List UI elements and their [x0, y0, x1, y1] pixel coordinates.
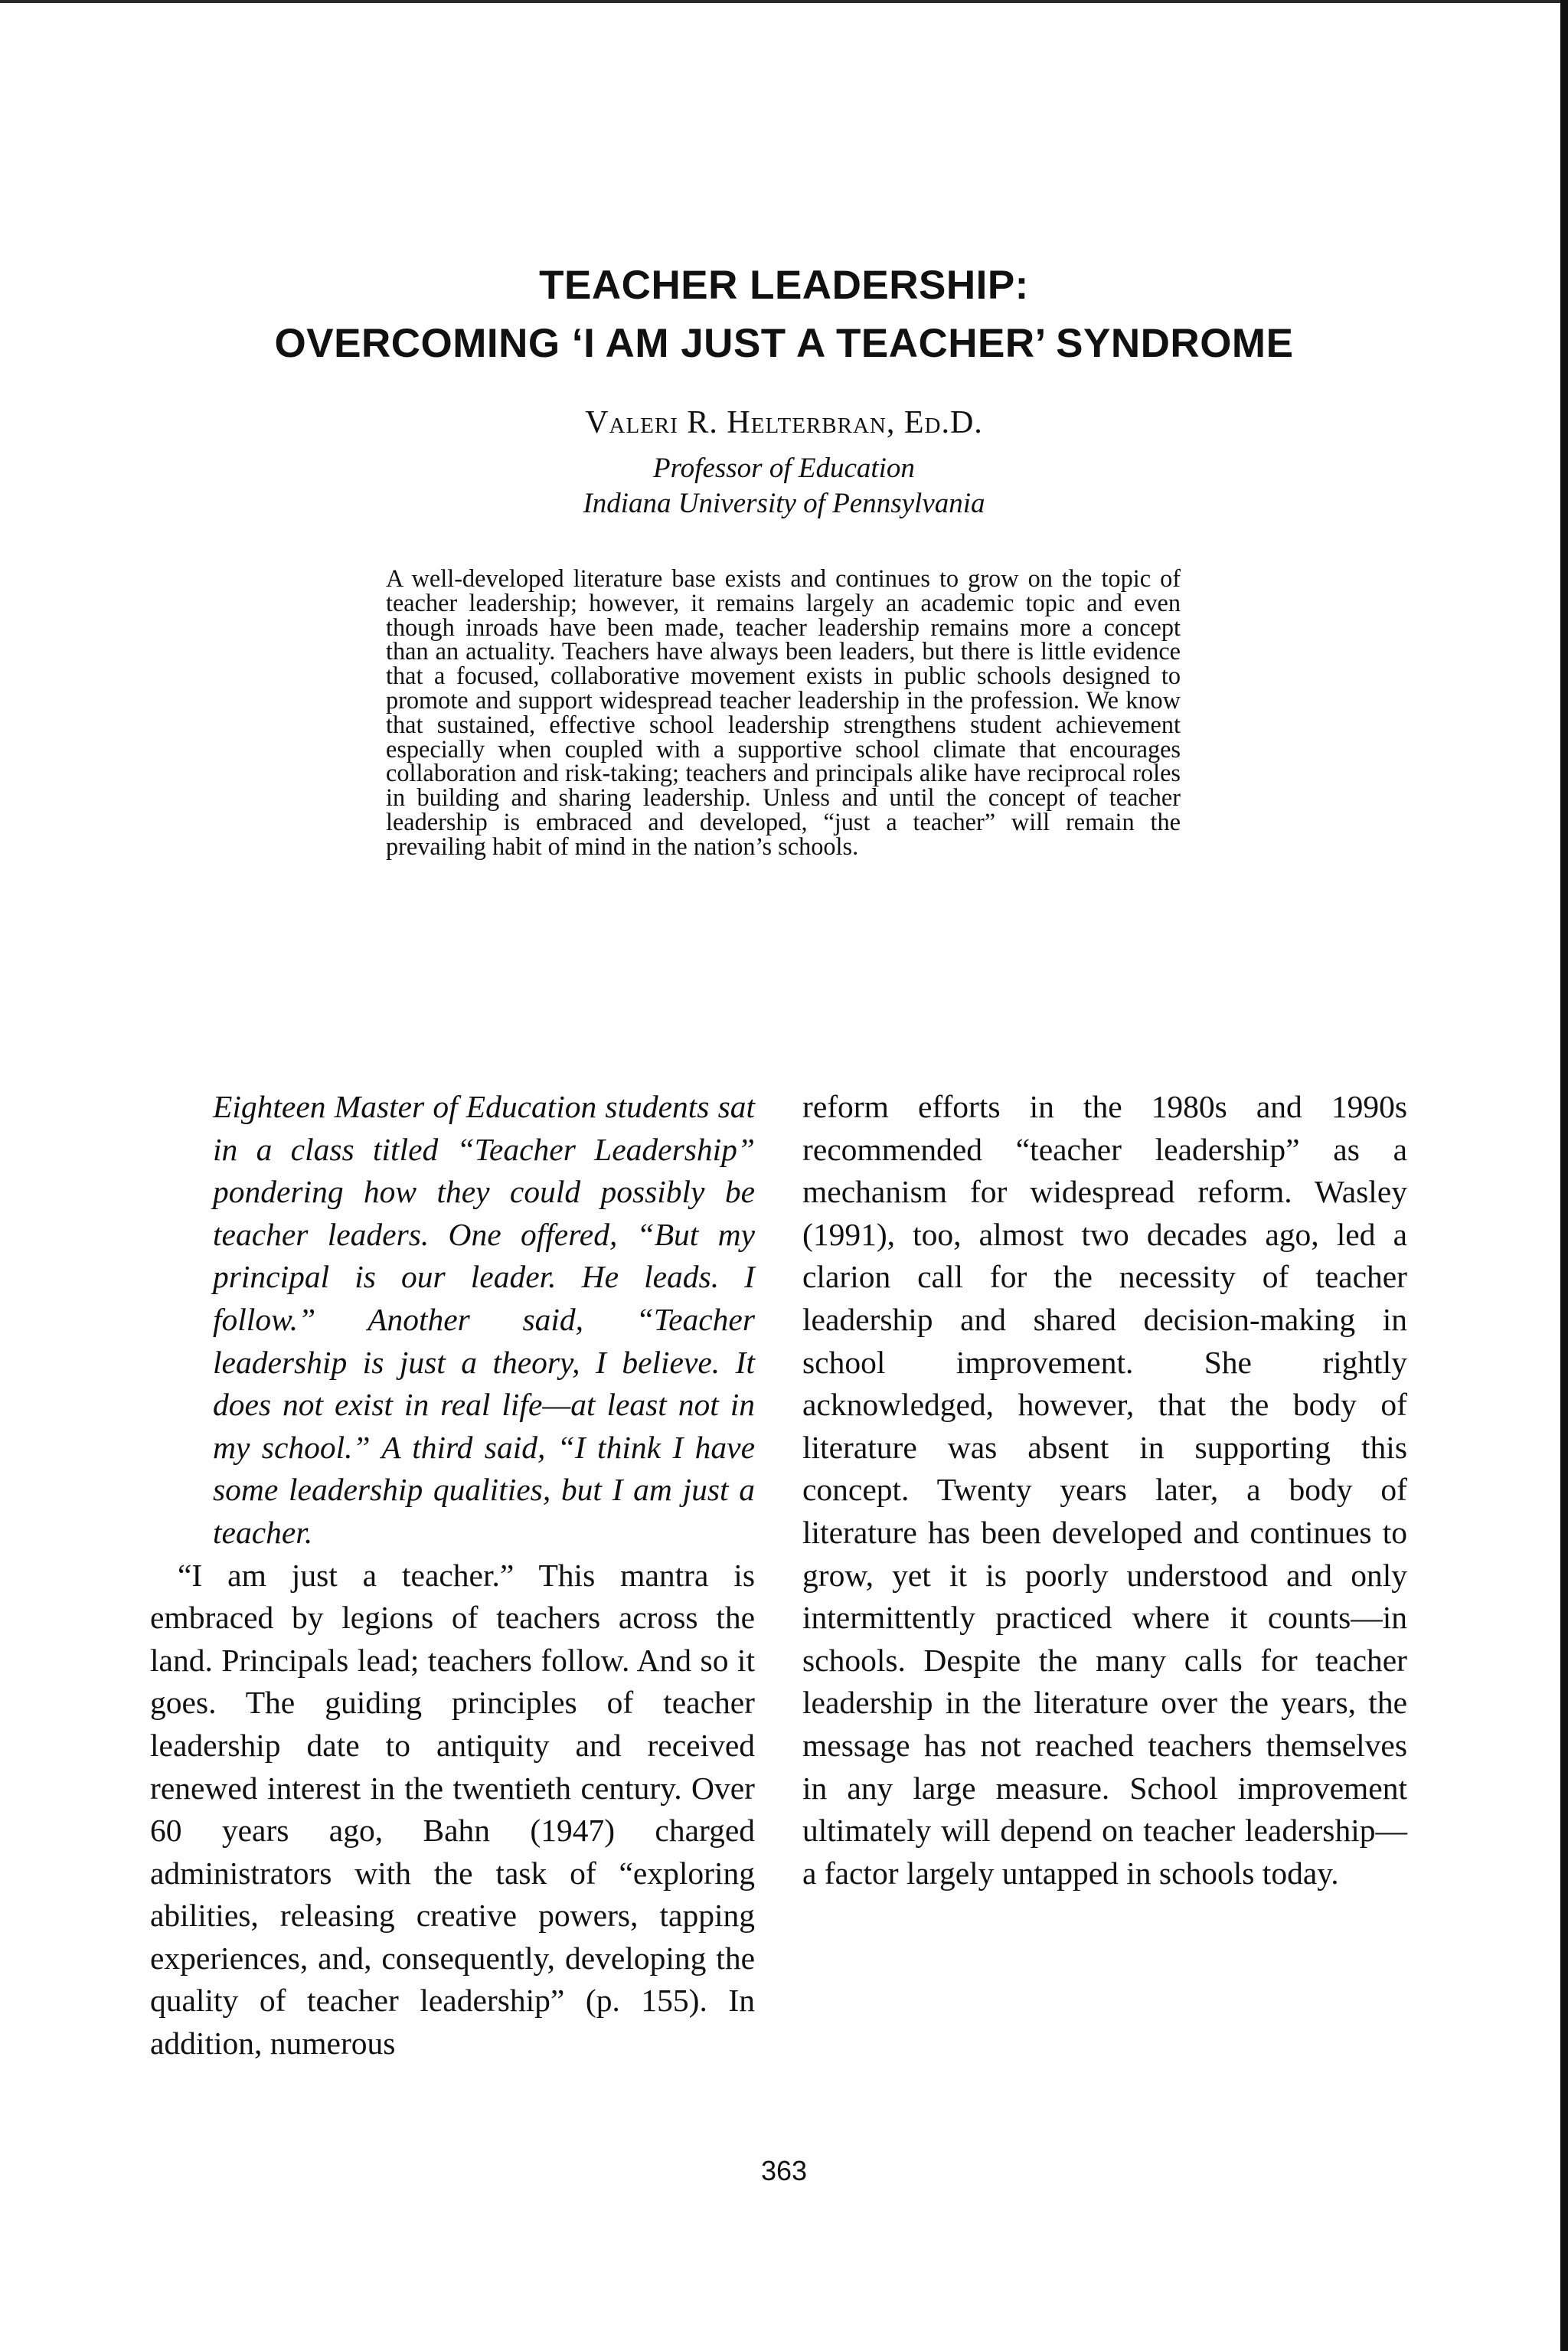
- body-paragraph: “I am just a teacher.” This mantra is embraced by legions of teachers across the land. Principals lead; teachers follow. And so it goes. The guiding principles of teacher leadership date to antiquity and received renewed interest in the twentieth century. Over 60 years ago, Bahn (1947) charged administrators with the task of “exploring abilities, releasing creative powers, tapping experiences, and, consequently, developing the quality of teacher leadership” (p. 155). In addition, numerous: [150, 1557, 755, 2062]
- page-number: 363: [760, 2155, 808, 2186]
- author-position: Professor of Education: [653, 453, 915, 484]
- scan-top-edge: [0, 0, 1568, 3]
- body-column-right: [802, 1086, 1407, 1895]
- body-paragraph-continued: reform efforts in the 1980s and 1990s recommended “teacher leadership” as a mechanism for widespread reform. Wasley (1991), too, almost two decades ago, led a clarion call for the necessity of teacher leadership and shared decision-making in school improvement. She rightly acknowledged, however, that the body of literature was absent in supporting this concept. Twenty years later, a body of literature has been developed and continues to grow, yet it is poorly understood and only intermittently practiced where it counts—in schools. Despite the many calls for teacher leadership in the literature over the years, the message has not reached teachers themselves in any large measure. School improvement ultimately will depend on teacher leadership—a factor largely untapped in schools today.: [802, 1089, 1407, 1891]
- intro-vignette: Eighteen Master of Education students sat in a class titled “Teacher Leadership” pondering how they could possibly be teacher leaders. One offered, “But my principal is our leader. He leads. I follow.” Another said, “Teacher leadership is just a theory, I believe. It does not exist in real life—at least not in my school.” A third said, “I think I have some leadership qualities, but I am just a teacher.: [213, 1089, 755, 1550]
- body-column-left: [150, 1086, 755, 2065]
- abstract: A well-developed literature base exists and continues to grow on the topic of teacher leadership; however, it remains largely an academic topic and even though inroads have been made, teacher leadership remains more a concept than an actuality. Teachers have always been leaders, but there is little evidence that a focused, collaborative movement exists in public schools designed to promote and support widespread teacher leadership in the profession. We know that sustained, effective school leadership strengthens student achievement especially when coupled with a supportive school climate that encourages collaboration and risk-taking; teachers and principals alike have reciprocal roles in building and sharing leadership. Unless and until the concept of teacher leadership is embraced and developed, “just a teacher” will remain the prevailing habit of mind in the nation’s schools.: [386, 564, 1181, 860]
- author-institution: Indiana University of Pennsylvania: [583, 488, 985, 519]
- author-name: Valeri R. Helterbran, Ed.D.: [585, 405, 983, 440]
- article-title-line-1: TEACHER LEADERSHIP:: [539, 263, 1029, 308]
- article-title-line-2: OVERCOMING ‘I AM JUST A TEACHER’ SYNDROME: [274, 321, 1294, 366]
